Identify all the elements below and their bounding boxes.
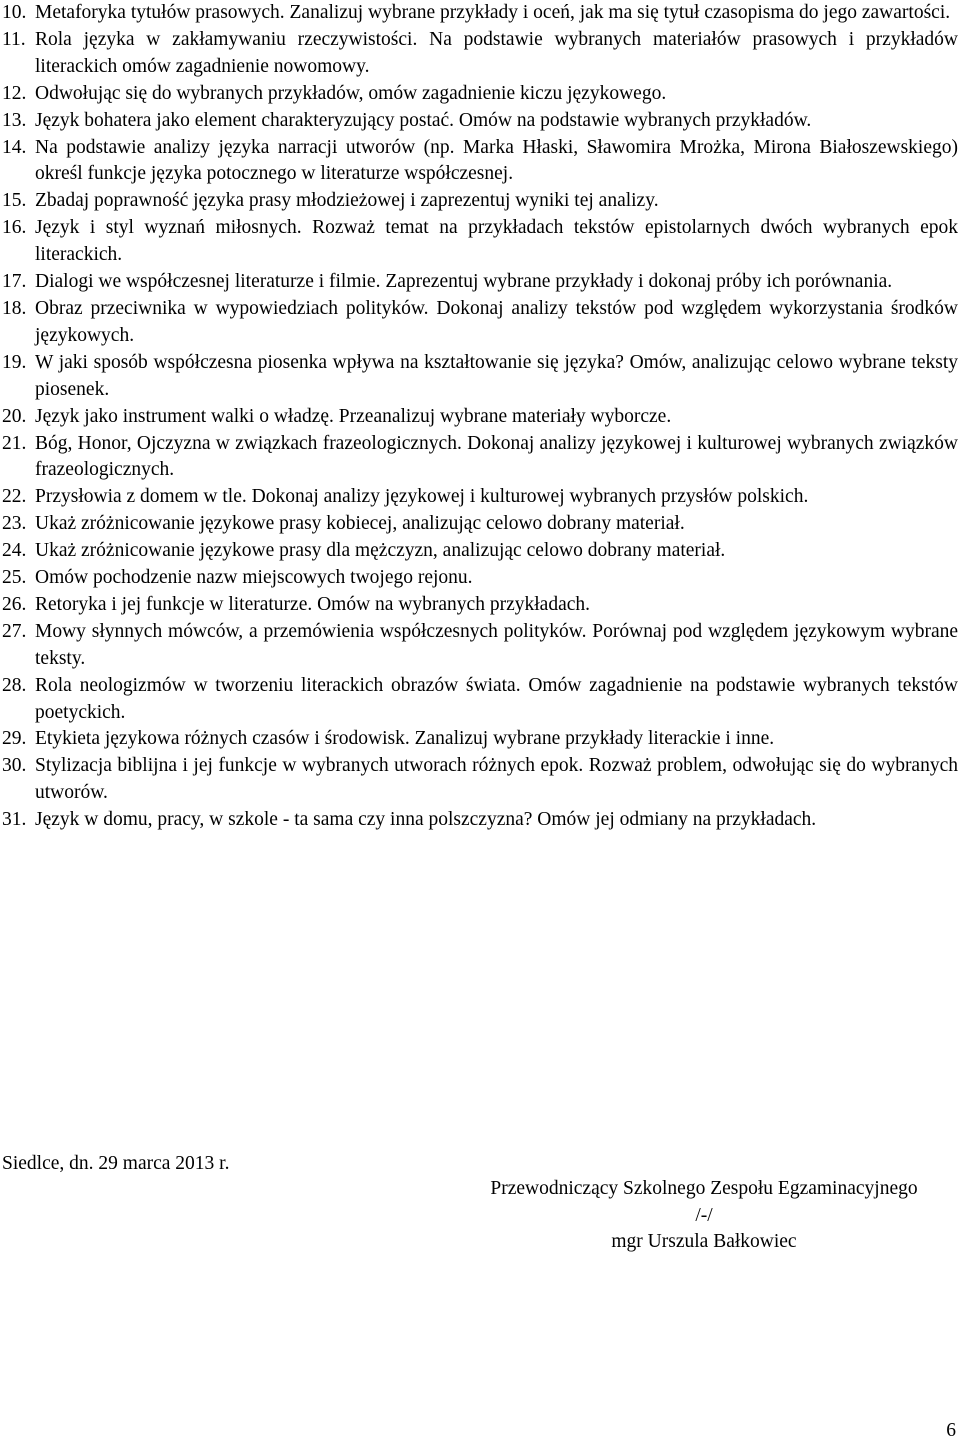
topic-text: Ukaż zróżnicowanie językowe prasy dla mężczyzn, analizując celowo dobrany materiał. [35, 540, 726, 562]
topic-number: 12. [2, 82, 27, 104]
topic-item [2, 673, 958, 727]
topic-text: Omów pochodzenie nazw miejscowych twojego rejonu. [35, 567, 473, 589]
topic-number: 29. [2, 728, 27, 750]
topic-item [2, 431, 958, 485]
topic-number: 25. [2, 567, 27, 589]
topic-text: Język w domu, pracy, w szkole - ta sama czy inna polszczyzna? Omów jej odmiany na przykładach. [35, 809, 817, 831]
topic-item [2, 565, 958, 592]
topic-number: 18. [2, 297, 27, 319]
signature-mark: /-/ [695, 1204, 713, 1226]
topic-number: 26. [2, 593, 27, 615]
topic-item [2, 753, 958, 807]
topic-item [2, 726, 958, 753]
topic-item [2, 592, 958, 619]
topic-text: Mowy słynnych mówców, a przemówienia współczesnych polityków. Porównaj pod względem językowym wybrane teksty. [35, 620, 958, 669]
topic-number: 16. [2, 217, 27, 239]
topic-number: 30. [2, 755, 27, 777]
topic-text: Metaforyka tytułów prasowych. Zanalizuj wybrane przykłady i oceń, jak ma się tytuł czasopisma do jego zawartości. [35, 2, 951, 23]
topic-text: Ukaż zróżnicowanie językowe prasy kobiecej, analizując celowo dobrany materiał. [35, 513, 685, 535]
signature-title: Przewodniczący Szkolnego Zespołu Egzaminacyjnego [490, 1178, 918, 1199]
topic-number: 31. [2, 809, 27, 831]
topic-text: Retoryka i jej funkcje w literaturze. Omów na wybranych przykładach. [35, 593, 590, 615]
topic-item [2, 484, 958, 511]
topic-item [2, 188, 958, 215]
topic-item [2, 619, 958, 673]
topic-text: Odwołując się do wybranych przykładów, omów zagadnienie kiczu językowego. [35, 82, 667, 104]
topic-item [2, 269, 958, 296]
topic-number: 24. [2, 540, 27, 562]
topic-number: 22. [2, 486, 27, 508]
topic-number: 17. [2, 271, 27, 293]
page-number: 6 [946, 1420, 956, 1441]
topic-number: 14. [2, 136, 27, 158]
topic-text: Stylizacja biblijna i jej funkcje w wybranych utworach różnych epok. Rozważ problem, odwołując się do wybranych utworów. [35, 755, 958, 804]
topic-text: Rola neologizmów w tworzeniu literackich obrazów świata. Omów zagadnienie na podstawie wybranych tekstów poetyckich. [35, 674, 958, 723]
topic-text: Rola języka w zakłamywaniu rzeczywistości. Na podstawie wybranych materiałów prasowych i przykładów literackich omów zagadnienie nowomowy. [35, 28, 958, 77]
place-and-date: Siedlce, dn. 29 marca 2013 r. [2, 1153, 230, 1174]
topic-number: 20. [2, 405, 27, 427]
topics-list [2, 0, 958, 834]
topic-item [2, 27, 958, 81]
topic-text: Język jako instrument walki o władzę. Przeanalizuj wybrane materiały wyborcze. [35, 405, 672, 427]
topic-item [2, 0, 958, 27]
topic-item [2, 296, 958, 350]
topic-item [2, 215, 958, 269]
topic-item [2, 807, 958, 834]
topic-number: 19. [2, 351, 27, 373]
topic-number: 11. [2, 28, 26, 50]
topic-text: Zbadaj poprawność języka prasy młodzieżowej i zaprezentuj wyniki tej analizy. [35, 190, 659, 212]
topic-text: Na podstawie analizy języka narracji utworów (np. Marka Hłaski, Sławomira Mrożka, Mirona Białoszewskiego) określ funkcje języka potocznego w literaturze współczesnej. [35, 136, 958, 185]
topic-text: Obraz przeciwnika w wypowiedziach polityków. Dokonaj analizy tekstów pod względem wykorzystania środków językowych. [35, 297, 958, 346]
topic-text: Przysłowia z domem w tle. Dokonaj analizy językowej i kulturowej wybranych przysłów polskich. [35, 486, 809, 508]
topic-item [2, 538, 958, 565]
topic-number: 15. [2, 190, 27, 212]
topic-text: W jaki sposób współczesna piosenka wpływa na kształtowanie się języka? Omów, analizując celowo wybrane teksty piosenek. [35, 351, 958, 400]
topic-number: 28. [2, 674, 27, 696]
topic-item [2, 511, 958, 538]
topic-item [2, 404, 958, 431]
signature-block [449, 1176, 959, 1256]
topic-number: 23. [2, 513, 27, 535]
topic-item [2, 135, 958, 189]
topic-number: 21. [2, 432, 27, 454]
topic-text: Etykieta językowa różnych czasów i środowisk. Zanalizuj wybrane przykłady literackie i inne. [35, 728, 775, 750]
topic-item [2, 350, 958, 404]
topic-item [2, 81, 958, 108]
signature-name: mgr Urszula Bałkowiec [611, 1231, 797, 1252]
topic-text: Bóg, Honor, Ojczyzna w związkach frazeologicznych. Dokonaj analizy językowej i kulturowej wybranych związków frazeologicznych. [35, 432, 958, 481]
topic-number: 13. [2, 109, 27, 131]
topic-number: 10. [2, 2, 27, 23]
topic-text: Dialogi we współczesnej literaturze i filmie. Zaprezentuj wybrane przykłady i dokonaj próby ich porównania. [35, 271, 893, 293]
topic-item [2, 108, 958, 135]
topic-text: Język bohatera jako element charakteryzujący postać. Omów na podstawie wybranych przykładów. [35, 109, 812, 131]
topic-text: Język i styl wyznań miłosnych. Rozważ temat na przykładach tekstów epistolarnych dwóch wybranych epok literackich. [35, 217, 958, 266]
topic-number: 27. [2, 620, 27, 642]
